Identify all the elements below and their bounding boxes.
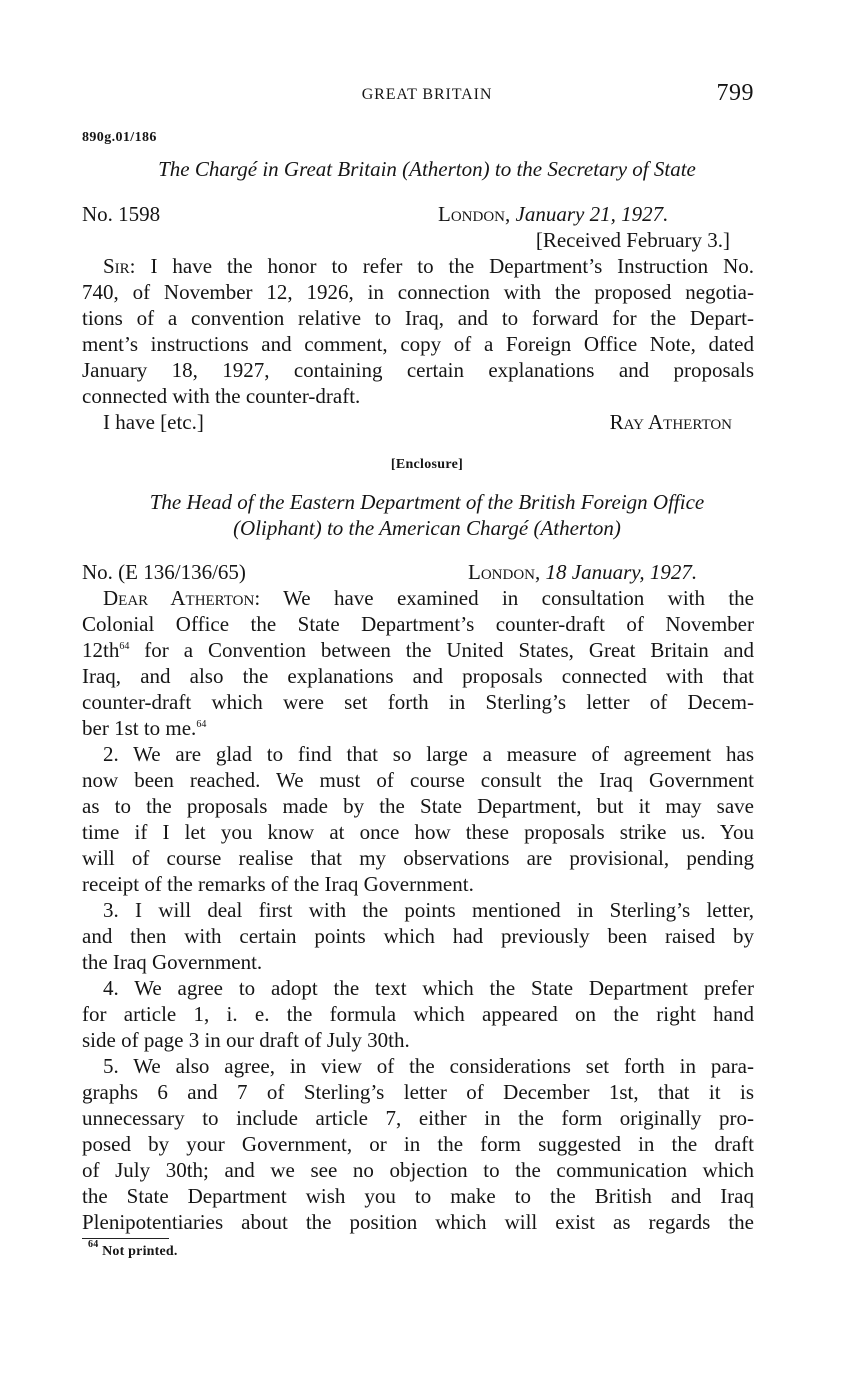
paragraph5-line: posed by your Government, or in the form suggested in the draft [82, 1132, 754, 1156]
paragraph5-line: graphs 6 and 7 of Sterling’s letter of December 1st, that it is [82, 1080, 754, 1104]
enclosure-label: [Enclosure] [390, 457, 464, 472]
paragraph4-line: 4. We agree to adopt the text which the State Department prefer [103, 976, 754, 1000]
paragraph1-line: Iraq, and also the explanations and proposals connected with that [82, 664, 754, 688]
document2-title-line1: The Head of the Eastern Department of the British Foreign Office [149, 490, 705, 514]
document1-body-line: connected with the counter-draft. [82, 384, 361, 408]
signature: Ray Atherton [609, 410, 732, 434]
document1-title: The Chargé in Great Britain (Atherton) to the Secretary of State [158, 157, 696, 181]
paragraph2-line: time if I let you know at once how these proposals strike us. You [82, 820, 754, 844]
document1-body-line: ment’s instructions and comment, copy of a Foreign Office Note, dated [82, 332, 754, 356]
closing: I have [etc.] [103, 410, 204, 434]
document1-body-line: Sir: I have the honor to refer to the Department’s Instruction No. [103, 254, 755, 278]
footnote [88, 1239, 178, 1260]
document2-number: No. (E 136/136/65) [82, 560, 246, 584]
footnote-number: 64 [88, 1239, 99, 1250]
paragraph1-line: Colonial Office the State Department’s counter-draft of November [82, 612, 754, 636]
document1-body-line: 740, of November 12, 1926, in connection with the proposed negotia- [82, 280, 754, 304]
paragraph3-line: and then with certain points which had previously been raised by [82, 924, 754, 948]
footnote-ref: 64 [196, 719, 207, 730]
document1-dateline [438, 202, 668, 227]
document2-dateline [468, 560, 697, 585]
salutation: Dear Atherton: [103, 586, 261, 610]
paragraph2-line: as to the proposals made by the State Department, but it may save [82, 794, 754, 818]
dateline-date: January 21, 1927. [515, 202, 669, 226]
paragraph4-line: for article 1, i. e. the formula which appeared on the right hand [82, 1002, 754, 1026]
paragraph3-line: the Iraq Government. [82, 950, 263, 974]
received-note: [Received February 3.] [535, 228, 730, 252]
running-head: GREAT BRITAIN [361, 86, 493, 103]
paragraph1-line: ber 1st to me.$^{64}$ [82, 716, 207, 740]
document2-title-line2: (Oliphant) to the American Chargé (Atherton) [233, 516, 621, 540]
paragraph2-line: will of course realise that my observations are provisional, pending [82, 846, 754, 870]
page-number: 799 [716, 80, 754, 106]
document1-body-line: tions of a convention relative to Iraq, and to forward for the Depart- [82, 306, 754, 330]
paragraph2-line: receipt of the remarks of the Iraq Government. [82, 872, 474, 896]
paragraph2-line: 2. We are glad to find that so large a measure of agreement has [103, 742, 754, 766]
salutation: Sir: [103, 254, 136, 278]
paragraph1-line: counter-draft which were set forth in Sterling’s letter of Decem- [82, 690, 754, 714]
dateline-place: London, [468, 560, 541, 584]
paragraph1-line: $12th^{64}$ for a Convention between the United States, Great Britain and [82, 638, 754, 662]
document1-number: No. 1598 [82, 202, 161, 226]
footnote-text: Not printed. [102, 1244, 178, 1259]
document1-body-line: January 18, 1927, containing certain explanations and proposals [82, 358, 754, 382]
paragraph2-line: now been reached. We must of course consult the Iraq Government [82, 768, 754, 792]
paragraph1-line: Dear Atherton: We have examined in consultation with the [103, 586, 755, 610]
paragraph3-line: 3. I will deal first with the points mentioned in Sterling’s letter, [103, 898, 754, 922]
footnote-ref: 64 [119, 641, 130, 652]
paragraph5-line: 5. We also agree, in view of the considerations set forth in para- [103, 1054, 754, 1078]
file-number: 890g.01/186 [82, 130, 157, 145]
paragraph5-line: of July 30th; and we see no objection to the communication which [82, 1158, 754, 1182]
paragraph5-line: Plenipotentiaries about the position which will exist as regards the [82, 1210, 754, 1234]
paragraph5-line: the State Department wish you to make to the British and Iraq [82, 1184, 754, 1208]
dateline-place: London, [438, 202, 511, 226]
dateline-date: 18 January, 1927. [545, 560, 698, 584]
paragraph4-line: side of page 3 in our draft of July 30th. [82, 1028, 410, 1052]
paragraph5-line: unnecessary to include article 7, either in the form originally pro- [82, 1106, 754, 1130]
